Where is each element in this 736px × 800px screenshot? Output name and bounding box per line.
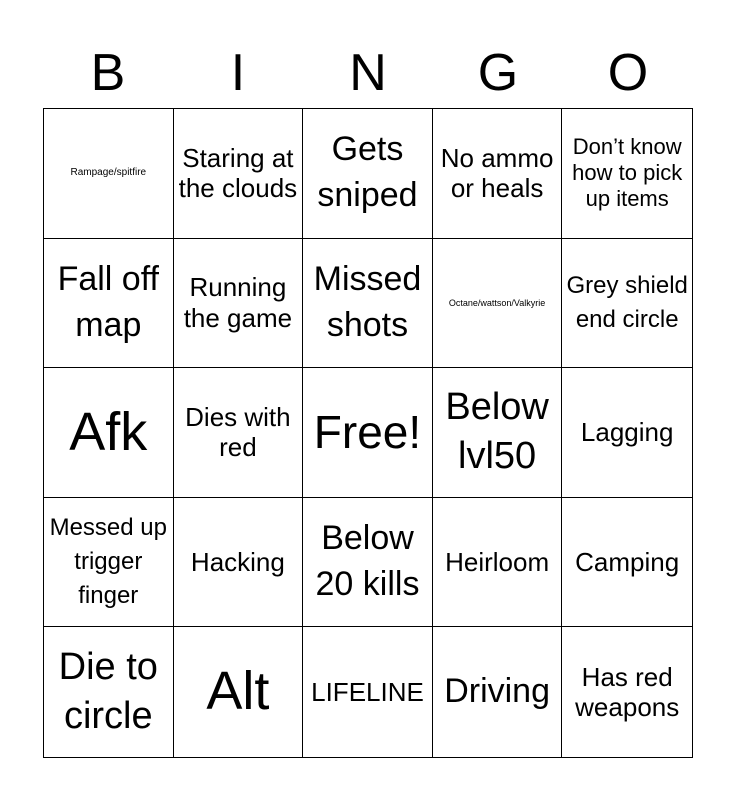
header-letter-n: N xyxy=(349,44,387,102)
bingo-cell[interactable]: Lagging xyxy=(562,368,692,498)
bingo-cell[interactable]: Don’t know how to pick up items xyxy=(562,109,692,239)
bingo-cell[interactable]: Below 20 kills xyxy=(303,498,433,628)
bingo-cell[interactable]: Gets sniped xyxy=(303,109,433,239)
bingo-cell[interactable]: Grey shield end circle xyxy=(562,239,692,369)
bingo-header xyxy=(43,38,693,108)
bingo-cell[interactable]: LIFELINE xyxy=(303,627,433,757)
bingo-cell[interactable]: Staring at the clouds xyxy=(174,109,304,239)
bingo-cell[interactable]: Below lvl50 xyxy=(433,368,563,498)
header-letter-g: G xyxy=(477,44,519,102)
bingo-cell[interactable]: Driving xyxy=(433,627,563,757)
header-letter-o: O xyxy=(607,44,649,102)
bingo-cell[interactable]: Missed shots xyxy=(303,239,433,369)
bingo-cell[interactable]: Running the game xyxy=(174,239,304,369)
bingo-cell[interactable]: Alt xyxy=(174,627,304,757)
bingo-cell[interactable]: Hacking xyxy=(174,498,304,628)
bingo-cell[interactable]: Camping xyxy=(562,498,692,628)
bingo-cell[interactable]: Messed up trigger finger xyxy=(44,498,174,628)
bingo-board xyxy=(43,108,693,758)
bingo-cell[interactable]: Heirloom xyxy=(433,498,563,628)
bingo-cell[interactable]: No ammo or heals xyxy=(433,109,563,239)
bingo-cell[interactable]: Afk xyxy=(44,368,174,498)
bingo-cell[interactable]: Octane/wattson/Valkyrie xyxy=(433,239,563,369)
bingo-cell[interactable]: Rampage/spitfire xyxy=(44,109,174,239)
bingo-cell[interactable]: Fall off map xyxy=(44,239,174,369)
bingo-cell[interactable]: Has red weapons xyxy=(575,661,680,723)
header-letter-b: B xyxy=(90,44,126,102)
header-letter-i: I xyxy=(230,44,246,102)
bingo-cell[interactable]: Dies with red xyxy=(174,368,304,498)
free-space-cell[interactable]: Free! xyxy=(303,368,433,498)
bingo-cell[interactable]: Die to circle xyxy=(44,627,174,757)
